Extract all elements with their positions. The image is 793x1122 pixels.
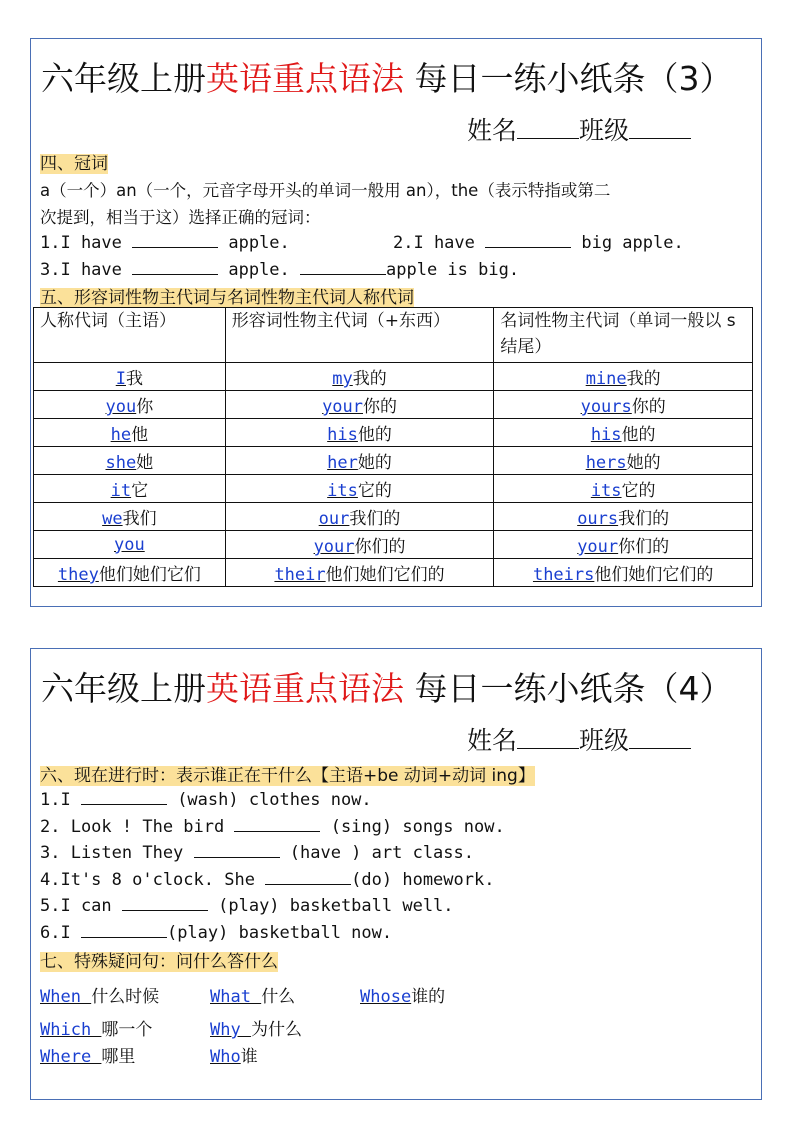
table-cell: you你 [34,391,226,419]
table-header-row [34,308,753,363]
question-word: Whose谁的 [360,987,446,1007]
pronoun-table [33,307,753,587]
table-row [34,475,753,503]
table-cell: theirs他们她们它们的 [494,559,753,587]
table-cell: your你们的 [225,531,494,559]
section-heading: 六、现在进行时：表示谁正在干什么【主语+be 动词+动词 ing】 [40,766,535,786]
table-cell: yours你的 [494,391,753,419]
section-heading: 五、形容词性物主代词与名词性物主代词人称代词 [40,288,414,308]
name-class-row: 姓名 班级 [467,721,691,757]
table-cell: ours我们的 [494,503,753,531]
table-cell: it它 [34,475,226,503]
table-cell: our我们的 [225,503,494,531]
table-cell: they他们她们它们 [34,559,226,587]
table-cell: hers她的 [494,447,753,475]
name-class-row [467,111,691,147]
intro-text: 次提到，相当于这）选择正确的冠词： [40,208,321,227]
table-cell: mine我的 [494,363,753,391]
question-1: 1.I have apple. [40,233,290,253]
name-label: 姓名 [467,116,518,145]
table-cell: his他的 [494,419,753,447]
question-word: When 什么时候 [40,987,160,1007]
table-row [34,363,753,391]
table-cell: I我 [34,363,226,391]
question-word: Where 哪里 [40,1047,136,1067]
table-cell: her她的 [225,447,494,475]
title-part: 每日一练小纸条（3） [404,59,733,98]
question-2: 2.I have big apple. [393,233,684,253]
exercise-item: 5.I can (play) basketball well. [40,896,454,917]
exercise-item: 6.I (play) basketball now. [40,923,393,943]
section-heading: 四、冠词 [40,154,108,174]
question-3: 3.I have apple. apple is big. [40,260,520,280]
table-cell: he他 [34,419,226,447]
class-blank [629,116,691,139]
class-label: 班级 [579,116,630,145]
table-cell: we我们 [34,503,226,531]
exercise-item: 1.I (wash) clothes now. [40,790,372,810]
table-cell: your你的 [225,391,494,419]
table-cell: my我的 [225,363,494,391]
question-word: Which 哪一个 [40,1020,153,1040]
question-word: Why 为什么 [210,1020,302,1040]
question-word: What 什么 [210,987,296,1007]
table-row [34,559,753,587]
worksheet-title [41,53,733,100]
worksheet-3 [30,38,762,607]
question-word: Who谁 [210,1047,258,1067]
exercise-item: 2. Look ! The bird (sing) songs now. [40,816,505,837]
table-row [34,419,753,447]
table-row [34,447,753,475]
title-highlight: 英语重点语法 [206,59,404,98]
table-cell: its它的 [494,475,753,503]
worksheet-4 [30,648,762,1100]
table-cell: his他的 [225,419,494,447]
exercise-item: 4.It's 8 o'clock. She (do) homework. [40,869,495,890]
table-row [34,503,753,531]
worksheet-title: 六年级上册英语重点语法 每日一练小纸条（4） [41,669,733,708]
section-heading: 七、特殊疑问句：问什么答什么 [40,952,278,972]
column-header: 名词性物主代词（单词一般以 s 结尾） [494,308,753,363]
table-row [34,531,753,559]
exercise-item: 3. Listen They (have ) art class. [40,843,474,864]
table-cell: she她 [34,447,226,475]
title-part: 六年级上册 [41,59,206,98]
table-cell: your你们的 [494,531,753,559]
name-blank [517,116,579,139]
column-header: 形容词性物主代词（+东西） [225,308,494,363]
table-cell: their他们她们它们的 [225,559,494,587]
column-header: 人称代词（主语） [34,308,226,363]
table-row [34,391,753,419]
table-cell: its它的 [225,475,494,503]
table-cell: you [34,531,226,559]
intro-text: a（一个）an（一个，元音字母开头的单词一般用 an），the（表示特指或第二 [40,181,611,200]
